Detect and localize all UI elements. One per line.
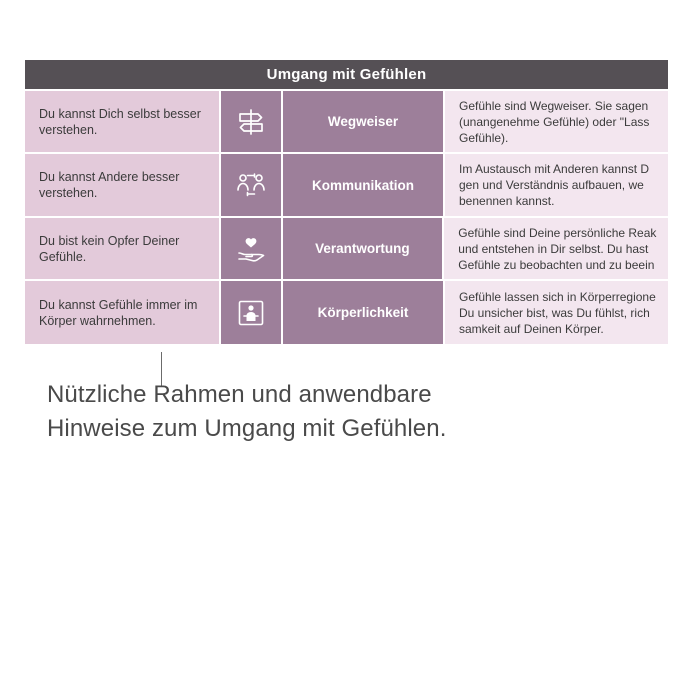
table-row xyxy=(25,216,668,279)
row-keyword: Verantwortung xyxy=(283,218,443,279)
table-row xyxy=(25,89,668,152)
row-statement: Du kannst Gefühle immer im Körper wahrnehmen. xyxy=(25,281,219,344)
feelings-table xyxy=(25,60,668,344)
row-description xyxy=(443,281,668,344)
table-title: Umgang mit Gefühlen xyxy=(25,60,668,89)
desc-line: Gefühle sind Deine persönliche Reak xyxy=(458,225,657,240)
heart-in-hand-icon xyxy=(219,218,283,279)
table-row xyxy=(25,279,668,344)
desc-line: Du unsicher bist, was Du fühlst, rich xyxy=(459,305,650,320)
caption-text xyxy=(47,378,637,446)
desc-line: Gefühle lassen sich in Körperregione xyxy=(459,289,656,304)
row-keyword: Kommunikation xyxy=(283,154,443,216)
signpost-icon xyxy=(219,91,283,152)
row-description xyxy=(443,91,668,152)
row-statement: Du kannst Dich selbst besser verstehen. xyxy=(25,91,219,152)
desc-line: Gefühle zu beobachten und zu beein xyxy=(458,257,655,272)
desc-line: gen und Verständnis aufbauen, we xyxy=(459,178,644,192)
desc-line: (unangenehme Gefühle) oder "Lass xyxy=(459,114,650,129)
caption-line-1: Nützliche Rahmen und anwendbare xyxy=(47,381,432,408)
desc-line: Gefühle). xyxy=(459,130,509,145)
desc-line: und entstehen in Dir selbst. Du hast xyxy=(458,241,649,256)
desc-line: Gefühle sind Wegweiser. Sie sagen xyxy=(459,98,649,113)
table-row xyxy=(25,152,668,216)
caption-line-2: Hinweise zum Umgang mit Gefühlen. xyxy=(47,415,447,442)
row-keyword: Wegweiser xyxy=(283,91,443,152)
row-statement: Du bist kein Opfer Deiner Gefühle. xyxy=(25,218,219,279)
row-description xyxy=(442,218,668,279)
desc-line: benennen kannst. xyxy=(459,194,555,208)
communication-people-icon xyxy=(219,154,283,216)
row-keyword: Körperlichkeit xyxy=(283,281,443,344)
row-statement: Du kannst Andere besser verstehen. xyxy=(25,154,219,216)
desc-line: samkeit auf Deinen Körper. xyxy=(459,321,604,336)
desc-line: Im Austausch mit Anderen kannst D xyxy=(459,162,650,176)
body-awareness-icon xyxy=(219,281,283,344)
row-description xyxy=(443,154,668,216)
